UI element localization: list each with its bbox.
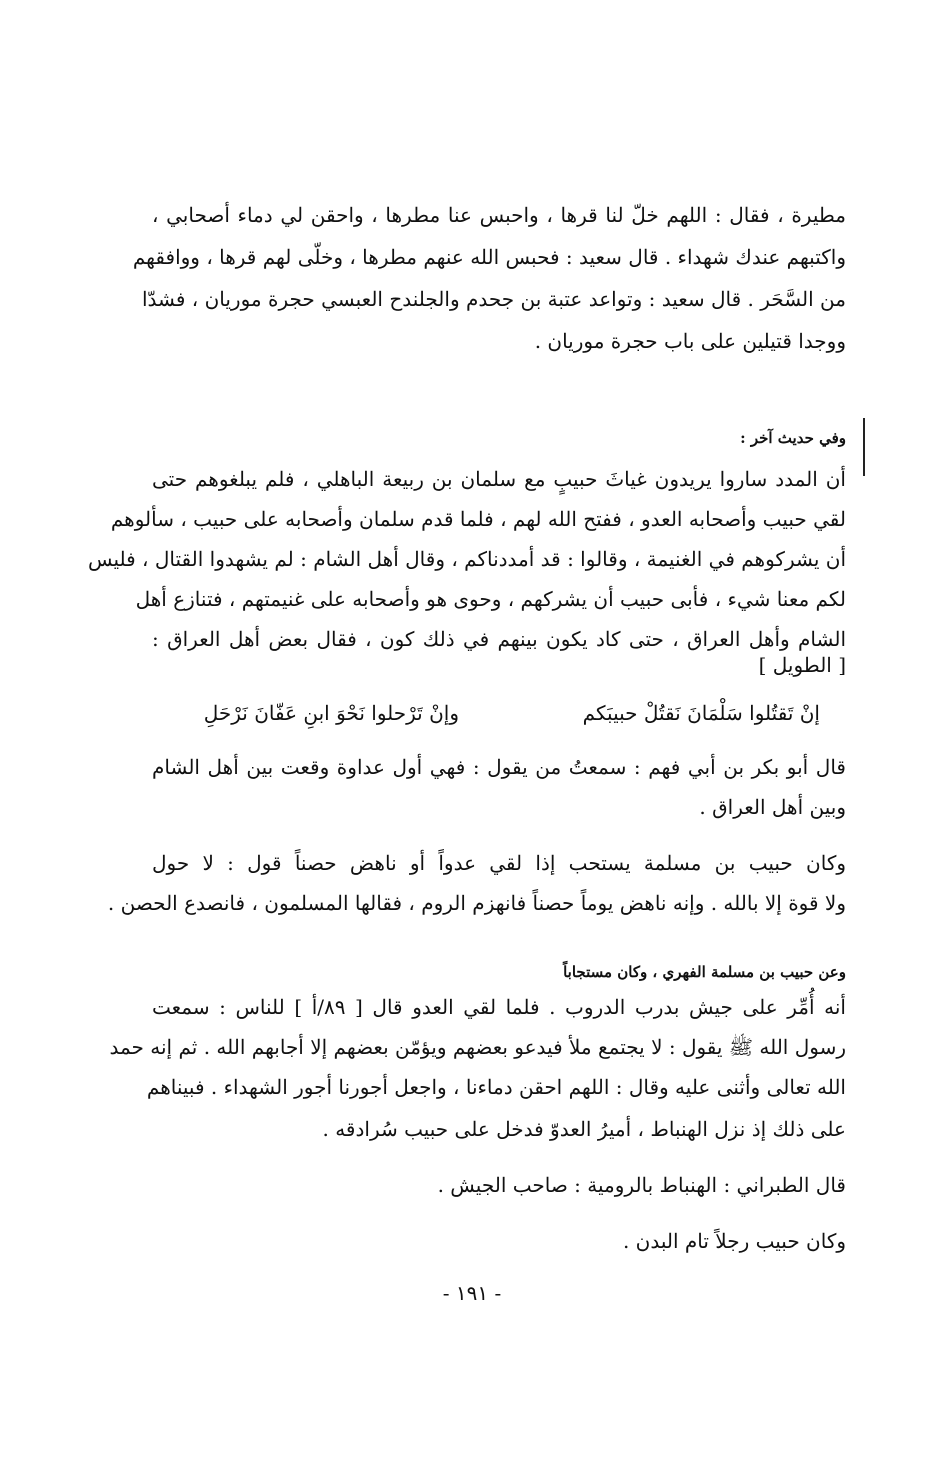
text-line: ولا قوة إلا بالله . وإنه ناهض يوماً حصناً فانهزم الروم ، فقالها المسلمون ، فانصدع الحصن . (107, 891, 846, 915)
text-line: رسول الله ﷺ يقول : لا يجتمع ملأ فيدعو بعضهم ويؤمّن بعضهم إلا أجابهم الله . ثم إنه حمد (109, 1035, 846, 1059)
text-line: قال أبو بكر بن أبي فهم : سمعتُ من يقول : فهي أول عداوة وقعت بين أهل الشام (152, 755, 846, 779)
verse-second-hemistich: وإنْ تَرْحلوا نَحْوَ ابنِ عَفّانَ نَرْحَلِ (203, 701, 459, 725)
text-line: واكتبهم عندك شهداء . قال سعيد : فحبس الله عنهم مطرها ، وخلّى لهم قرها ، ووافقهم (132, 245, 846, 269)
text-line: الله تعالى وأثنى عليه وقال : اللهم احقن دماءنا ، واجعل أجورنا أجور الشهداء . فبيناهم (146, 1075, 846, 1099)
text-line: لقي حبيب وأصحابه العدو ، ففتح الله لهم ، فلما قدم سلمان وأصحابه على حبيب ، سألوهم (110, 507, 846, 531)
text-line: ووجدا قتيلين على باب حجرة موريان . (534, 329, 846, 353)
text-line: مطيرة ، فقال : اللهم خلّ لنا قرها ، واحبس عنا مطرها ، واحقن لي دماء أصحابي ، (152, 203, 846, 227)
text-line: من السَّحَر . قال سعيد : وتواعد عتبة بن جحدم والجلندح العبسي حجرة موريان ، فشدّا (141, 287, 846, 311)
section-heading: وعن حبيب بن مسلمة الفهري ، وكان مستجاباً (563, 963, 846, 981)
verse-first-hemistich: إنْ تَقتُلوا سَلْمَانَ نَقتُلْ حبيبَكم (582, 701, 820, 725)
text-line: أنه أُمِّر على جيش بدرب الدروب . فلما لقي العدو قال [ ٨٩/أ ] للناس : سمعت (152, 995, 846, 1019)
text-line: وكان حبيب بن مسلمة يستحب إذا لقي عدواً أو ناهض حصناً قول : لا حول (152, 851, 846, 875)
text-line: وكان حبيب رجلاً تام البدن . (622, 1229, 846, 1253)
text-line: الشام وأهل العراق ، حتى كاد يكون بينهم في ذلك كون ، فقال بعض أهل العراق : (152, 627, 846, 651)
text-line: أن المدد ساروا يريدون غياثَ حبيبٍ مع سلمان بن ربيعة الباهلي ، فلم يبلغوهم حتى (152, 467, 846, 491)
meter-label: [ الطويل ] (758, 653, 846, 677)
text-line: وبين أهل العراق . (699, 795, 846, 819)
scan-margin-mark (863, 418, 865, 476)
text-line: قال الطبراني : الهنباط بالرومية : صاحب الجيش . (437, 1173, 846, 1197)
section-heading: وفي حديث آخر : (740, 429, 846, 447)
page-number: - ١٩١ - (442, 1281, 502, 1305)
text-line: على ذلك إذ نزل الهنباط ، أميرُ العدوّ فدخل على حبيب سُرادقه . (322, 1117, 846, 1141)
text-line: لكم معنا شيء ، فأبى حبيب أن يشركهم ، وحوى هو وأصحابه على غنيمتهم ، فتنازع أهل (135, 587, 846, 611)
text-line: أن يشركوهم في الغنيمة ، وقالوا : قد أمددناكم ، وقال أهل الشام : لم يشهدوا القتال ، فليس (87, 547, 846, 571)
